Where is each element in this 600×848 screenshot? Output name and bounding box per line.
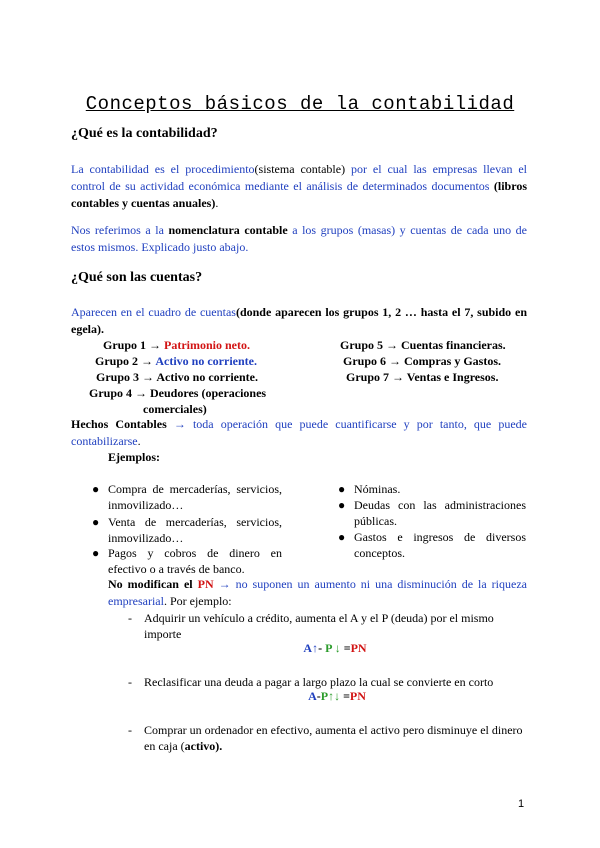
text-span: por el cual las empresas llevan el control de su actividad económica mediante el análisis de determinados documentos xyxy=(71,162,528,193)
section-heading-que-es: ¿Qué es la contabilidad? xyxy=(71,126,218,141)
text-span: = xyxy=(340,641,351,655)
bullet-icon: ● xyxy=(338,498,346,512)
group-6: Grupo 6 → Compras y Gastos. xyxy=(343,354,502,368)
list-item xyxy=(338,497,526,529)
text-span: activo). xyxy=(184,739,223,753)
text-span: . xyxy=(215,196,219,210)
example-item xyxy=(128,610,527,642)
group-5: Grupo 5 → Cuentas financieras. xyxy=(340,338,506,352)
text-span: = xyxy=(340,689,350,703)
text-span: a los grupos (masas) y cuentas de cada uno de estos mismos. Explicado justo abajo. xyxy=(71,223,527,254)
text-span: Patrimonio neto. xyxy=(164,338,251,352)
formula-1 xyxy=(300,641,370,656)
text-span: (donde aparecen los grupos 1, 2 … hasta el 7, subido en egela). xyxy=(71,305,527,336)
formula-2 xyxy=(302,689,372,704)
text-span: → toda operación que puede cuantificarse y por tanto, que puede contabilizarse xyxy=(71,417,527,448)
text-span: Nóminas. xyxy=(354,482,401,496)
text-span: Aparecen en el cuadro de cuentas xyxy=(71,305,236,319)
text-span: → no suponen un aumento ni una disminución de la riqueza empresarial xyxy=(108,577,527,608)
text-span: . xyxy=(137,434,141,448)
text-span: Nos referimos a la xyxy=(71,223,169,237)
text-span: Venta de mercaderías, servicios, inmovilizado… xyxy=(108,515,282,545)
text-span: - xyxy=(318,641,326,655)
text-span: La contabilidad es el procedimiento xyxy=(71,162,255,176)
text-span: Compra de mercaderías, servicios, inmovilizado… xyxy=(108,482,282,512)
text-span: P↑↓ xyxy=(320,689,341,703)
text-span: nomenclatura contable xyxy=(168,223,288,237)
text-span: Comprar un ordenador en efectivo, aumenta el activo pero disminuye el dinero en caja ( xyxy=(144,723,523,753)
list-item xyxy=(92,514,282,546)
list-item xyxy=(92,545,282,577)
bullet-icon: ● xyxy=(92,515,100,529)
text-span: Adquirir un vehículo a crédito, aumenta el A y el P (deuda) por el mismo importe xyxy=(144,611,494,641)
group-7: Grupo 7 → Ventas e Ingresos. xyxy=(346,370,499,384)
bullet-icon: ● xyxy=(92,546,100,560)
bullet-icon: ● xyxy=(338,530,346,544)
text-span: Reclasificar una deuda a pagar a largo plazo la cual se convierte en corto xyxy=(144,675,494,689)
paragraph-nomenclatura xyxy=(71,222,527,256)
list-item xyxy=(338,481,526,497)
paragraph-definicion xyxy=(71,161,527,212)
paragraph-no-modifican xyxy=(108,576,527,610)
text-span: Grupo 2 → xyxy=(95,354,156,368)
group-2 xyxy=(95,353,257,369)
section-heading-cuentas: ¿Qué son las cuentas? xyxy=(71,270,203,285)
text-span: A xyxy=(308,689,317,703)
text-span: PN xyxy=(350,641,367,655)
text-span: Activo no corriente. xyxy=(155,354,257,368)
group-1 xyxy=(103,337,250,353)
text-span: Grupo 1 → xyxy=(103,338,165,352)
example-item xyxy=(128,674,527,690)
text-span: No modifican el xyxy=(108,577,198,591)
bullet-icon: ● xyxy=(338,482,346,496)
text-span: (libros contables y cuentas anuales) xyxy=(71,179,527,210)
group-4-cont: comerciales) xyxy=(143,402,207,416)
dash-icon: - xyxy=(128,611,132,625)
text-span: Gastos e ingresos de diversos conceptos. xyxy=(354,530,526,560)
text-span: . Por ejemplo: xyxy=(163,594,232,608)
dash-icon: - xyxy=(128,723,132,737)
group-3: Grupo 3 → Activo no corriente. xyxy=(96,370,258,384)
text-span: P ↓ xyxy=(325,641,341,655)
text-span: A↑ xyxy=(303,641,319,655)
paragraph-hechos xyxy=(71,416,527,450)
text-span: - xyxy=(316,689,321,703)
text-span: Pagos y cobros de dinero en efectivo o a través de banco. xyxy=(108,546,282,576)
paragraph-cuadro xyxy=(71,304,527,338)
text-span: (sistema contable) xyxy=(254,162,346,176)
bullet-icon: ● xyxy=(92,482,100,496)
example-item xyxy=(128,722,527,754)
text-span: PN xyxy=(349,689,366,703)
ejemplos-label: Ejemplos: xyxy=(108,450,160,464)
list-item xyxy=(338,529,526,561)
page-title: Conceptos básicos de la contabilidad xyxy=(85,93,515,115)
list-item xyxy=(92,481,282,513)
dash-icon: - xyxy=(128,675,132,689)
page-number: 1 xyxy=(518,798,525,810)
text-span: Deudas con las administraciones públicas. xyxy=(354,498,526,528)
text-span: Hechos Contables xyxy=(71,417,167,431)
text-span: PN xyxy=(197,577,214,591)
group-4: Grupo 4 → Deudores (operaciones xyxy=(89,386,267,400)
